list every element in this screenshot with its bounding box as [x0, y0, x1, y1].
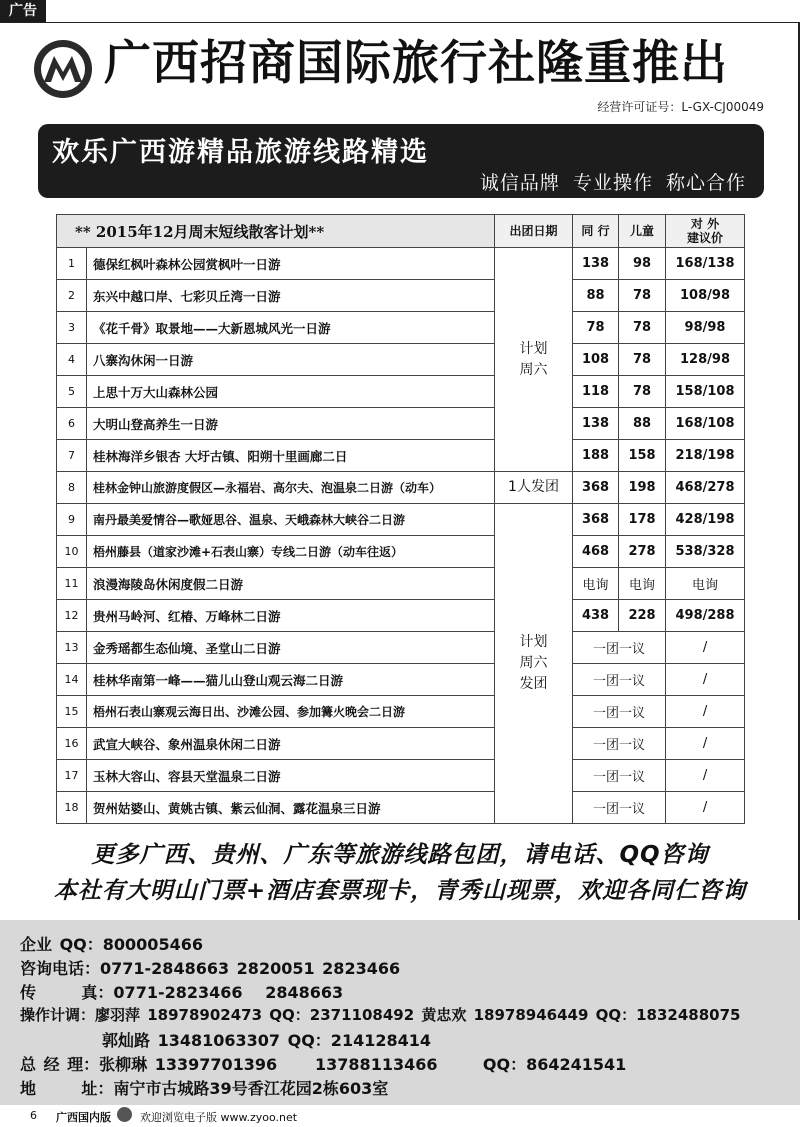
route-name: 梧州藤县（道家沙滩+石表山寨）专线二日游（动车往返） [87, 536, 495, 568]
route-name: 东兴中越口岸、七彩贝丘湾一日游 [87, 280, 495, 312]
peer-price: 188 [573, 440, 619, 472]
departure-date: 计划 周六 [495, 248, 573, 472]
row-number: 17 [57, 760, 87, 792]
footer [0, 1104, 800, 1127]
plan-title: ** 2015年12月周末短线散客计划** [57, 215, 495, 248]
peer-price: 88 [573, 280, 619, 312]
child-price: 158 [619, 440, 666, 472]
suggested-price: 168/138 [666, 248, 745, 280]
negotiated-price: 一团一议 [573, 760, 666, 792]
row-number: 9 [57, 504, 87, 536]
peer-price: 108 [573, 344, 619, 376]
peer-price: 电询 [573, 568, 619, 600]
contact-panel [0, 920, 800, 1105]
row-number: 6 [57, 408, 87, 440]
child-price: 88 [619, 408, 666, 440]
table-row [57, 440, 745, 472]
row-number: 15 [57, 696, 87, 728]
peer-price: 368 [573, 472, 619, 504]
route-name: 金秀瑶都生态仙境、圣堂山二日游 [87, 632, 495, 664]
peer-price: 118 [573, 376, 619, 408]
child-price: 78 [619, 376, 666, 408]
table-row [57, 664, 745, 696]
banner-title: 欢乐广西游精品旅游线路精选 [52, 137, 429, 168]
child-price: 78 [619, 344, 666, 376]
suggested-price: / [666, 696, 745, 728]
table-row [57, 280, 745, 312]
table-row [57, 344, 745, 376]
row-number: 11 [57, 568, 87, 600]
routes-table [56, 214, 745, 824]
peer-price: 138 [573, 408, 619, 440]
route-name: 桂林金钟山旅游度假区—永福岩、高尔夫、泡温泉二日游（动车） [87, 472, 495, 504]
row-number: 4 [57, 344, 87, 376]
route-name: 桂林海洋乡银杏 大圩古镇、阳朔十里画廊二日 [87, 440, 495, 472]
promo-line-2: 本社有大明山门票+酒店套票现卡，青秀山现票，欢迎各同仁咨询 [53, 878, 747, 904]
suggested-price: 498/288 [666, 600, 745, 632]
route-name: 贵州马岭河、红椿、万峰林二日游 [87, 600, 495, 632]
suggested-price: / [666, 792, 745, 824]
contact-phone: 咨询电话：0771-2848663 2820051 2823466 [20, 959, 401, 978]
route-name: 桂林华南第一峰——猫儿山登山观云海二日游 [87, 664, 495, 696]
route-name: 浪漫海陵岛休闲度假二日游 [87, 568, 495, 600]
publication-badge-icon [117, 1107, 132, 1122]
suggested-price: 电询 [666, 568, 745, 600]
table-row [57, 792, 745, 824]
child-price: 98 [619, 248, 666, 280]
peer-price: 468 [573, 536, 619, 568]
route-name: 八寨沟休闲一日游 [87, 344, 495, 376]
suggested-price: / [666, 728, 745, 760]
peer-price: 78 [573, 312, 619, 344]
suggested-price: 218/198 [666, 440, 745, 472]
table-row [57, 760, 745, 792]
suggested-price: 108/98 [666, 280, 745, 312]
license-number: 经营许可证号：L-GX-CJ00049 [597, 100, 764, 114]
child-price: 278 [619, 536, 666, 568]
col-date-header: 出团日期 [495, 215, 573, 248]
table-row [57, 376, 745, 408]
route-name: 德保红枫叶森林公园赏枫叶一日游 [87, 248, 495, 280]
child-price: 78 [619, 280, 666, 312]
row-number: 14 [57, 664, 87, 696]
publication-name: 广西国内版 [56, 1111, 111, 1124]
peer-price: 138 [573, 248, 619, 280]
route-name: 《花千骨》取景地——大新恩城风光一日游 [87, 312, 495, 344]
browse-link[interactable]: 欢迎浏览电子版 www.zyoo.net [140, 1111, 298, 1124]
table-row [57, 728, 745, 760]
row-number: 7 [57, 440, 87, 472]
negotiated-price: 一团一议 [573, 664, 666, 696]
table-row [57, 600, 745, 632]
route-name: 玉林大容山、容县天堂温泉二日游 [87, 760, 495, 792]
contact-operator-2: 郭灿路 13481063307 QQ：214128414 [102, 1031, 432, 1050]
page-number: 6 [30, 1109, 37, 1122]
banner-slogan: 诚信品牌 专业操作 称心合作 [479, 172, 746, 194]
table-row [57, 696, 745, 728]
row-number: 3 [57, 312, 87, 344]
departure-date: 计划 周六 发团 [495, 504, 573, 824]
negotiated-price: 一团一议 [573, 632, 666, 664]
company-logo-icon [32, 38, 94, 100]
ad-label: 广告 [0, 0, 46, 22]
table-row [57, 472, 745, 504]
suggested-price: 98/98 [666, 312, 745, 344]
child-price: 198 [619, 472, 666, 504]
negotiated-price: 一团一议 [573, 792, 666, 824]
route-name: 大明山登高养生一日游 [87, 408, 495, 440]
col-price-header: 对 外 建议价 [666, 215, 745, 248]
suggested-price: / [666, 664, 745, 696]
table-row [57, 408, 745, 440]
suggested-price: 168/108 [666, 408, 745, 440]
table-row [57, 312, 745, 344]
row-number: 8 [57, 472, 87, 504]
promo-line-1: 更多广西、贵州、广东等旅游线路包团，请电话、QQ咨询 [91, 842, 709, 868]
row-number: 1 [57, 248, 87, 280]
row-number: 5 [57, 376, 87, 408]
route-name: 武宣大峡谷、象州温泉休闲二日游 [87, 728, 495, 760]
peer-price: 368 [573, 504, 619, 536]
table-row [57, 568, 745, 600]
table-row [57, 504, 745, 536]
suggested-price: 538/328 [666, 536, 745, 568]
row-number: 10 [57, 536, 87, 568]
row-number: 2 [57, 280, 87, 312]
child-price: 电询 [619, 568, 666, 600]
contact-qq: 企业 QQ：800005466 [20, 935, 203, 954]
negotiated-price: 一团一议 [573, 728, 666, 760]
row-number: 12 [57, 600, 87, 632]
route-name: 贺州姑婆山、黄姚古镇、紫云仙洞、露花温泉三日游 [87, 792, 495, 824]
page-title: 广西招商国际旅行社隆重推出 [104, 36, 728, 91]
peer-price: 438 [573, 600, 619, 632]
col-child-header: 儿童 [619, 215, 666, 248]
negotiated-price: 一团一议 [573, 696, 666, 728]
contact-manager: 总 经 理：张柳琳 13397701396 13788113466 QQ：864241541 [20, 1055, 627, 1074]
table-header-row [57, 215, 745, 248]
suggested-price: 468/278 [666, 472, 745, 504]
table-row [57, 632, 745, 664]
contact-address: 地 址：南宁市古城路39号香江花园2栋603室 [20, 1079, 389, 1098]
suggested-price: 428/198 [666, 504, 745, 536]
table-row [57, 536, 745, 568]
departure-date: 1人发团 [495, 472, 573, 504]
child-price: 78 [619, 312, 666, 344]
row-number: 16 [57, 728, 87, 760]
route-name: 南丹最美爱情谷—歌娅思谷、温泉、天峨森林大峡谷二日游 [87, 504, 495, 536]
row-number: 18 [57, 792, 87, 824]
row-number: 13 [57, 632, 87, 664]
route-name: 梧州石表山寨观云海日出、沙滩公园、参加篝火晚会二日游 [87, 696, 495, 728]
suggested-price: 128/98 [666, 344, 745, 376]
table-row [57, 248, 745, 280]
suggested-price: / [666, 760, 745, 792]
banner [38, 124, 764, 198]
contact-fax: 传 真：0771-2823466 2848663 [20, 983, 344, 1002]
child-price: 178 [619, 504, 666, 536]
contact-operators: 操作计调：廖羽萍 18978902473 QQ：2371108492 黄忠欢 18978946449 QQ：1832488075 [20, 1006, 741, 1024]
suggested-price: / [666, 632, 745, 664]
col-peer-header: 同 行 [573, 215, 619, 248]
route-name: 上思十万大山森林公园 [87, 376, 495, 408]
child-price: 228 [619, 600, 666, 632]
suggested-price: 158/108 [666, 376, 745, 408]
